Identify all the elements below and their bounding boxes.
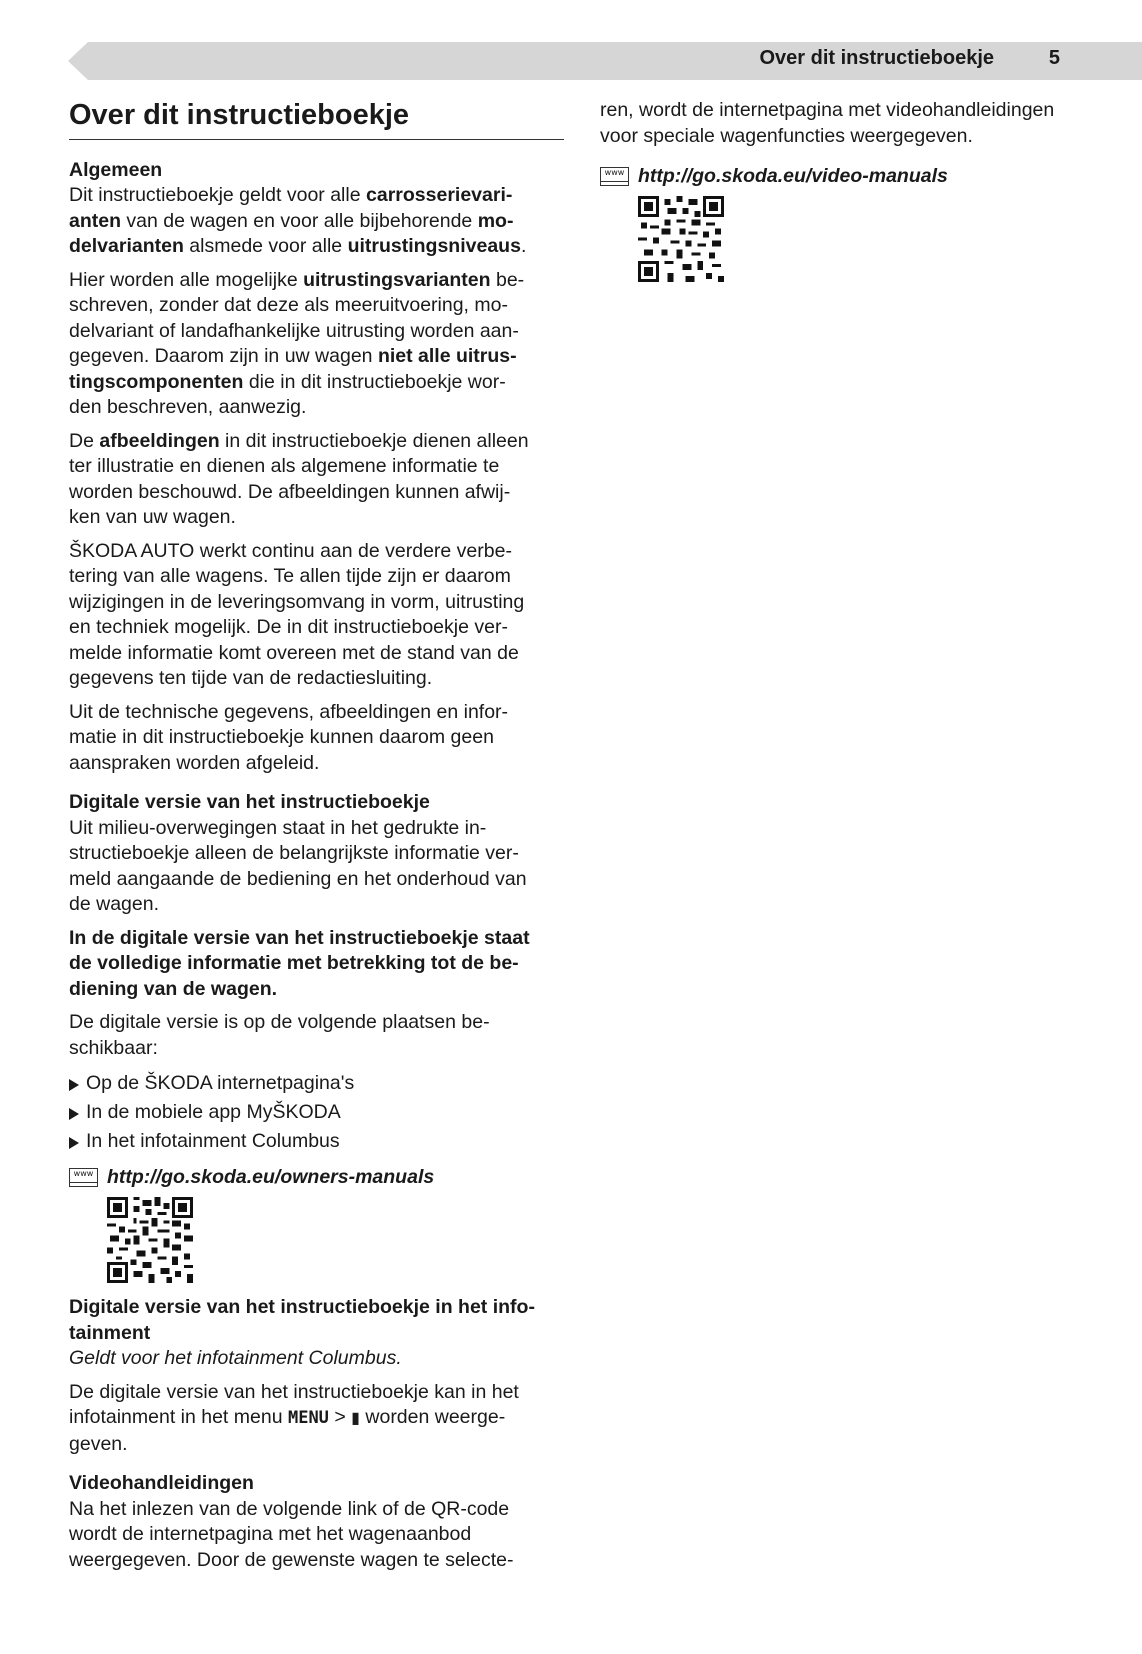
- section-heading-digital: Digitale versie van het instructieboekje: [69, 791, 430, 814]
- list-item: In het infotainment Columbus: [69, 1127, 564, 1156]
- bullet-triangle-icon: [69, 1137, 79, 1149]
- page-number: 5: [1048, 47, 1060, 69]
- www-icon: www: [69, 1168, 98, 1187]
- paragraph: ren, wordt de internetpagina met videohandleidingen voor speciale wagenfuncties weergegeven.: [600, 99, 1055, 147]
- availability-list: [69, 1069, 564, 1156]
- paragraph: Uit milieu-overwegingen staat in het gedrukte in- structieboekje alleen de belangrijkste informatie ver- meld aangaande de bediening en het onderhoud van de wagen.: [69, 816, 527, 916]
- paragraph: De afbeeldingen in dit instructieboekje dienen alleen ter illustratie en dienen als algemene informatie te worden beschouwd. De afbeeldingen kunnen afwij- ken van uw wagen.: [69, 429, 529, 529]
- menu-key: MENU: [287, 1408, 329, 1429]
- video-manual-link[interactable]: http://go.skoda.eu/video-manuals: [638, 165, 948, 187]
- bullet-triangle-icon: [69, 1108, 79, 1120]
- manual-symbol-icon: ▮: [351, 1410, 360, 1428]
- paragraph: Hier worden alle mogelijke uitrustingsvarianten be- schreven, zonder dat deze als meeruitvoering, mo- delvariant of landafhankelijke uitrusting worden aan- gegeven. Daarom zijn in uw wagen niet alle uitrus- tingscomponenten die in dit instructieboekje wor- den beschreven, aanwezig.: [69, 268, 525, 419]
- paragraph: Na het inlezen van de volgende link of de QR-code wordt de internetpagina met het wagenaanbod weergegeven. Door de gewenste wagen te selecte-: [69, 1497, 514, 1571]
- qr-code-video-manuals[interactable]: [638, 196, 724, 282]
- www-icon: www: [600, 167, 629, 186]
- section-heading-algemeen: Algemeen: [69, 158, 163, 181]
- qr-code-owners-manual[interactable]: [107, 1197, 193, 1283]
- header-title: Over dit instructieboekje: [759, 47, 994, 69]
- bullet-triangle-icon: [69, 1079, 79, 1091]
- section-heading-video: Videohandleidingen: [69, 1472, 254, 1495]
- section-heading-infotainment: Digitale versie van het instructieboekje in het info- tainment: [69, 1296, 535, 1344]
- list-item: Op de ŠKODA internetpagina's: [69, 1069, 564, 1098]
- paragraph-subtitle: Geldt voor het infotainment Columbus.: [69, 1347, 402, 1370]
- paragraph: Dit instructieboekje geldt voor alle carrosserievari- anten van de wagen en voor alle bijbehorende mo- delvarianten alsmede voor alle uitrustingsniveaus.: [69, 184, 527, 258]
- paragraph: In de digitale versie van het instructieboekje staat de volledige informatie met betrekking tot de be- diening van de wagen.: [69, 926, 530, 1000]
- video-manual-link-row: [600, 165, 1100, 188]
- right-column: [600, 98, 1100, 294]
- paragraph: ŠKODA AUTO werkt continu aan de verdere verbe- tering van alle wagens. Te allen tijde zijn er daarom wijzigingen in de leveringsomvang in vorm, uitrusting en techniek mogelijk. De in dit instructieboekje ver- melde informatie komt overeen met de stand van de gegevens ten tijde van de redactiesluiting.: [69, 539, 525, 690]
- page-title: Over dit instructieboekje: [69, 98, 564, 140]
- paragraph: De digitale versie van het instructieboekje kan in het infotainment in het menu MENU > ▮ worden weerge- geven.: [69, 1380, 519, 1455]
- paragraph: De digitale versie is op de volgende plaatsen be- schikbaar:: [69, 1011, 490, 1059]
- list-item: In de mobiele app MyŠKODA: [69, 1098, 564, 1127]
- owners-manual-link-row: [69, 1166, 564, 1189]
- left-column: [69, 98, 564, 1581]
- paragraph: Uit de technische gegevens, afbeeldingen en infor- matie in dit instructieboekje kunnen daarom geen aanspraken worden afgeleid.: [69, 700, 509, 774]
- owners-manual-link[interactable]: http://go.skoda.eu/owners-manuals: [107, 1166, 435, 1189]
